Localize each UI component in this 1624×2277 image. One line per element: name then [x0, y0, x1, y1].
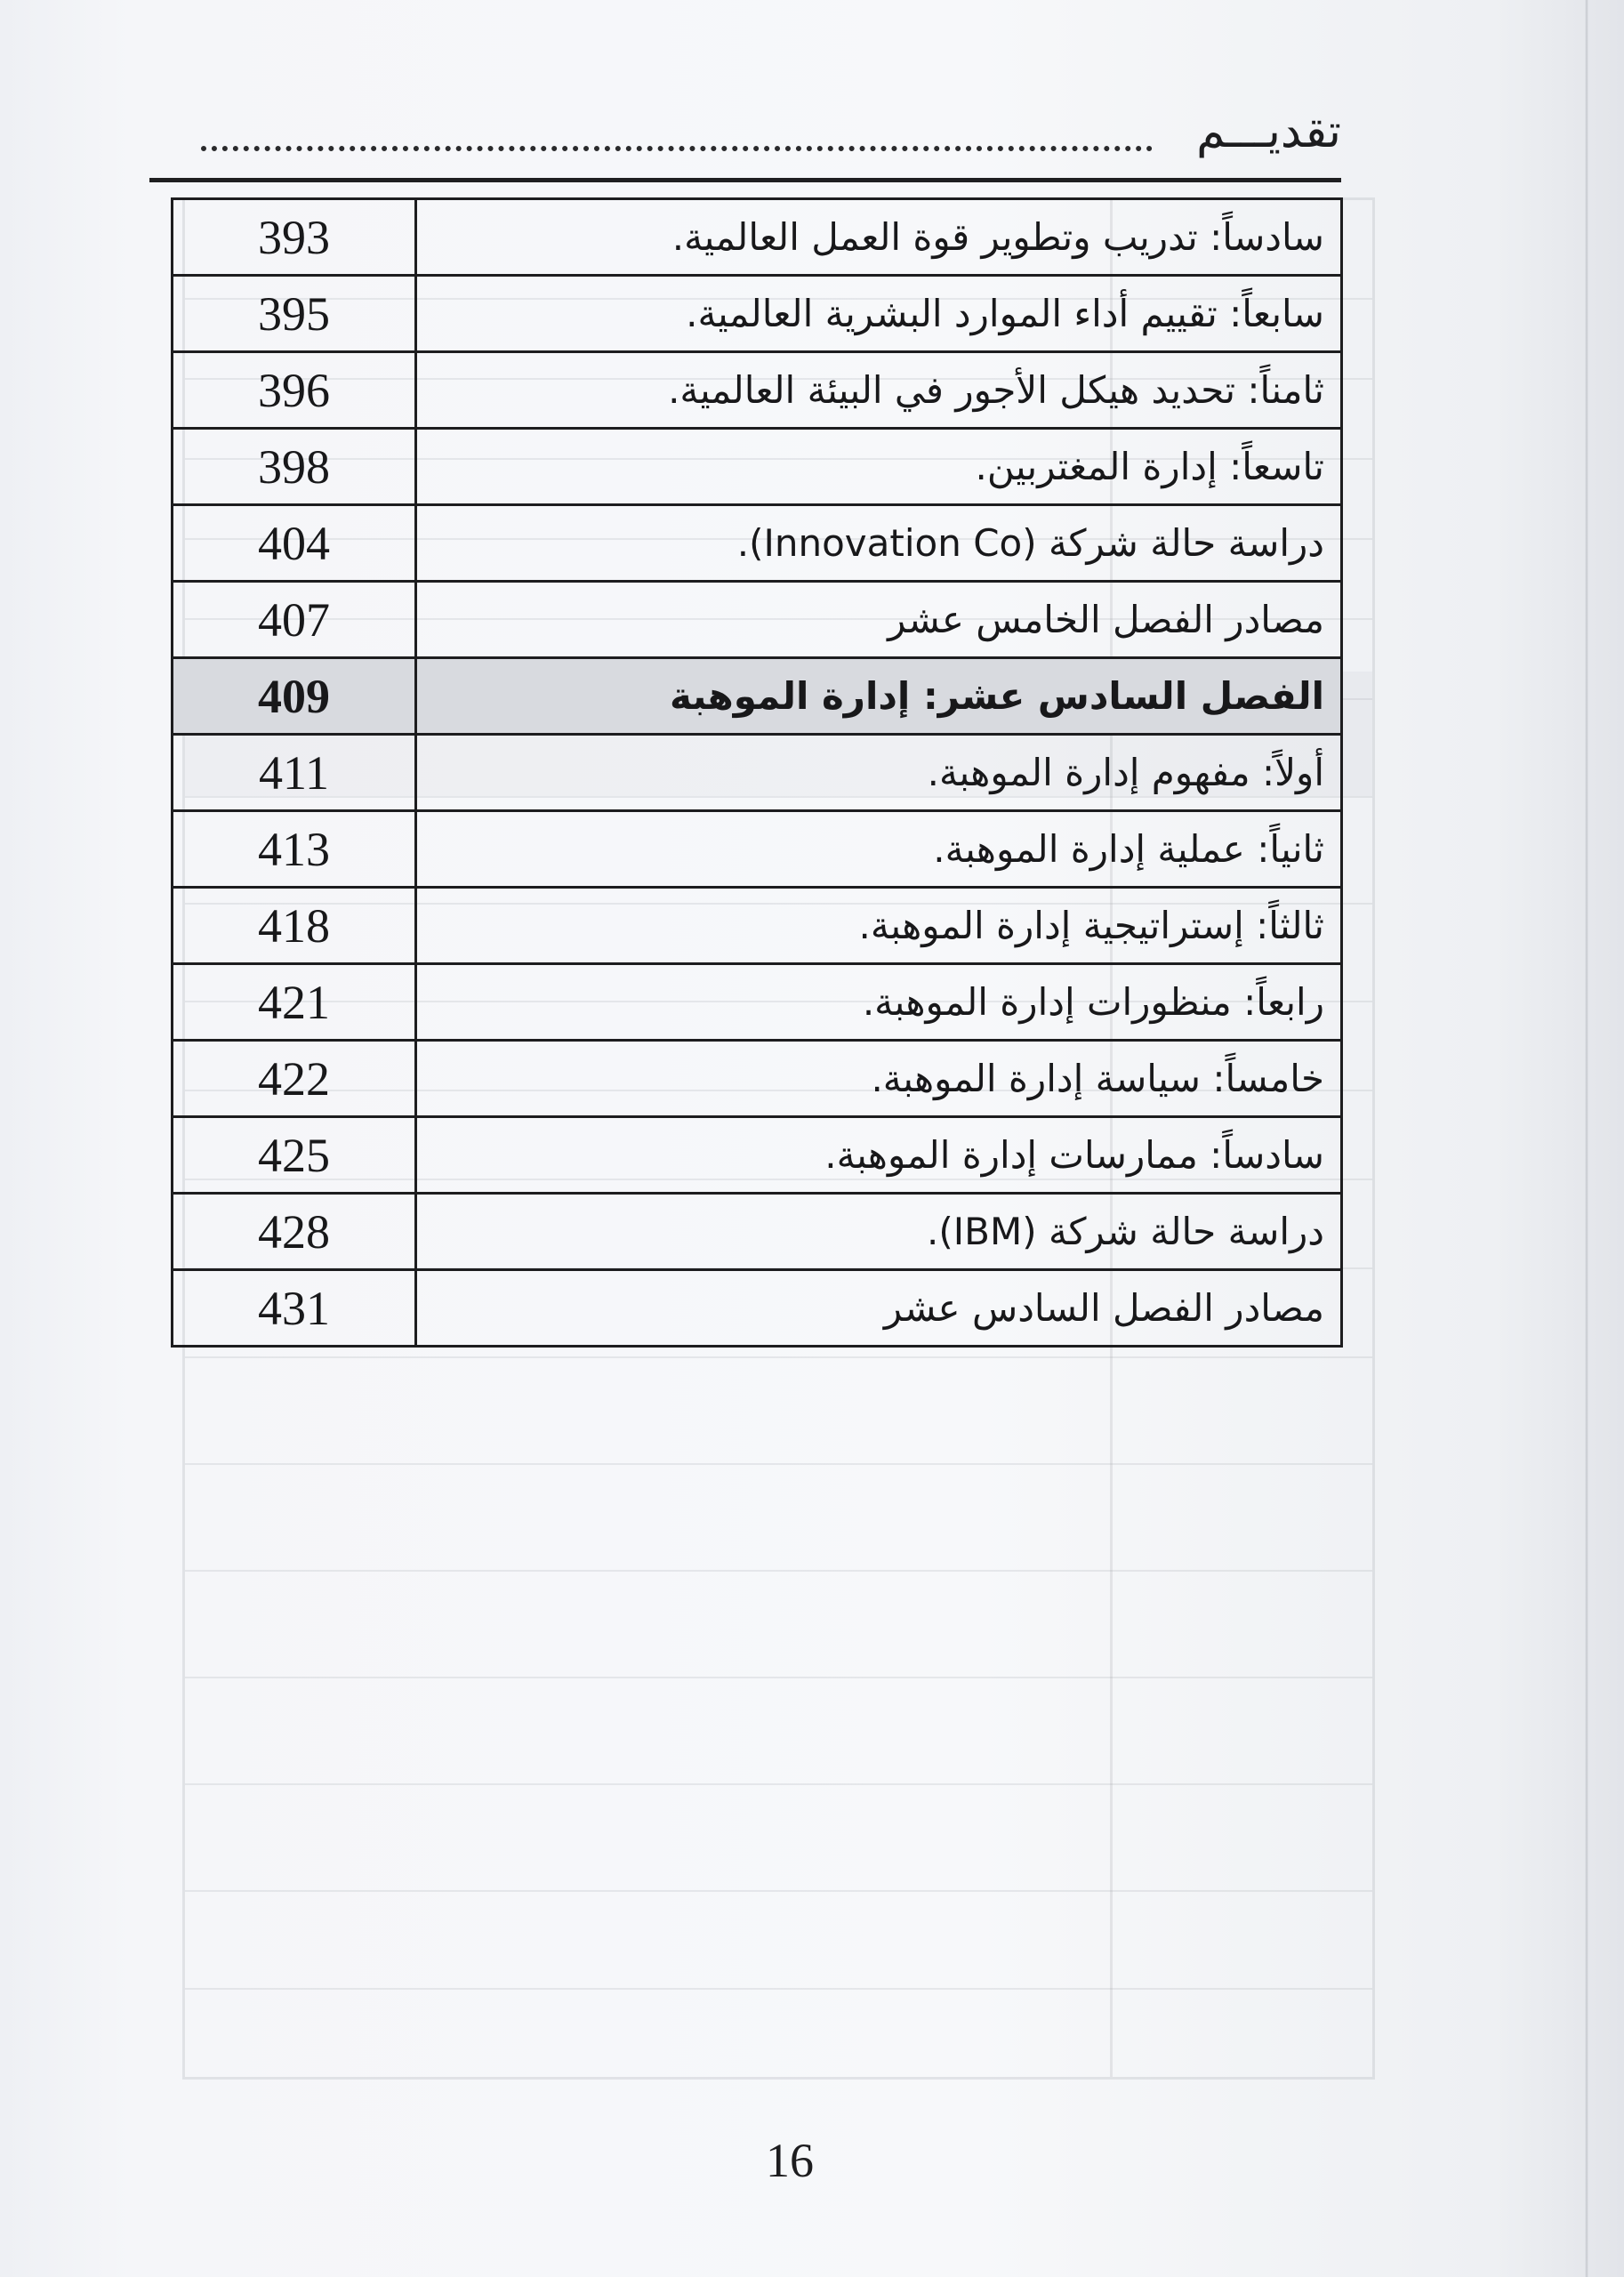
bleed-through-row-line — [185, 1356, 1372, 1358]
toc-body — [173, 199, 1342, 1347]
running-header-title: تقديـــم — [1196, 105, 1341, 158]
bleed-through-row-line — [185, 1677, 1372, 1678]
toc-entry-page: 395 — [173, 276, 416, 352]
toc-entry-page: 411 — [173, 735, 416, 811]
bleed-through-row-line — [185, 1988, 1372, 1990]
running-header — [149, 105, 1341, 176]
toc-entry-title: ثالثاً: إستراتيجية إدارة الموهبة. — [416, 888, 1342, 964]
toc-row — [173, 429, 1342, 505]
toc-entry-page: 418 — [173, 888, 416, 964]
toc-row — [173, 1194, 1342, 1270]
toc-row — [173, 1041, 1342, 1117]
toc-chapter-row — [173, 658, 1342, 735]
toc-entry-title: مصادر الفصل السادس عشر — [416, 1270, 1342, 1347]
toc-row — [173, 505, 1342, 582]
toc-entry-title: دراسة حالة شركة (IBM). — [416, 1194, 1342, 1270]
toc-entry-title: خامساً: سياسة إدارة الموهبة. — [416, 1041, 1342, 1117]
toc-entry-title: مصادر الفصل الخامس عشر — [416, 582, 1342, 658]
toc-entry-page: 396 — [173, 352, 416, 429]
toc-entry-title: ثانياً: عملية إدارة الموهبة. — [416, 811, 1342, 888]
toc-row — [173, 735, 1342, 811]
toc-row — [173, 276, 1342, 352]
toc-entry-title: دراسة حالة شركة (Innovation Co). — [416, 505, 1342, 582]
toc-entry-title: سادساً: ممارسات إدارة الموهبة. — [416, 1117, 1342, 1194]
page-number: 16 — [766, 2134, 814, 2187]
toc-entry-page: 413 — [173, 811, 416, 888]
toc-entry-title: سادساً: تدريب وتطوير قوة العمل العالمية. — [416, 199, 1342, 276]
bleed-through-row-line — [185, 1783, 1372, 1785]
toc-entry-page: 428 — [173, 1194, 416, 1270]
page-edge-shadow — [1585, 0, 1588, 2277]
table-of-contents — [171, 197, 1343, 1348]
toc-row — [173, 1117, 1342, 1194]
toc-entry-page: 393 — [173, 199, 416, 276]
toc-row — [173, 964, 1342, 1041]
toc-entry-title: ثامناً: تحديد هيكل الأجور في البيئة العالمية. — [416, 352, 1342, 429]
toc-entry-title: رابعاً: منظورات إدارة الموهبة. — [416, 964, 1342, 1041]
toc-entry-page: 407 — [173, 582, 416, 658]
toc-entry-page: 421 — [173, 964, 416, 1041]
toc-entry-page: 422 — [173, 1041, 416, 1117]
toc-entry-page: 409 — [173, 658, 416, 735]
toc-entry-title: الفصل السادس عشر: إدارة الموهبة — [416, 658, 1342, 735]
toc-entry-title: سابعاً: تقييم أداء الموارد البشرية العالمية. — [416, 276, 1342, 352]
toc-entry-page: 398 — [173, 429, 416, 505]
bleed-through-row-line — [185, 1890, 1372, 1892]
toc-entry-page: 404 — [173, 505, 416, 582]
toc-row — [173, 582, 1342, 658]
toc-entry-page: 425 — [173, 1117, 416, 1194]
toc-row — [173, 811, 1342, 888]
toc-row — [173, 199, 1342, 276]
toc-row — [173, 352, 1342, 429]
toc-row — [173, 888, 1342, 964]
toc-row — [173, 1270, 1342, 1347]
toc-entry-page: 431 — [173, 1270, 416, 1347]
bleed-through-row-line — [185, 1570, 1372, 1572]
header-rule — [149, 178, 1341, 182]
toc-entry-title: أولاً: مفهوم إدارة الموهبة. — [416, 735, 1342, 811]
bleed-through-row-line — [185, 1463, 1372, 1465]
toc-entry-title: تاسعاً: إدارة المغتربين. — [416, 429, 1342, 505]
running-header-dot-leader — [201, 146, 1153, 151]
